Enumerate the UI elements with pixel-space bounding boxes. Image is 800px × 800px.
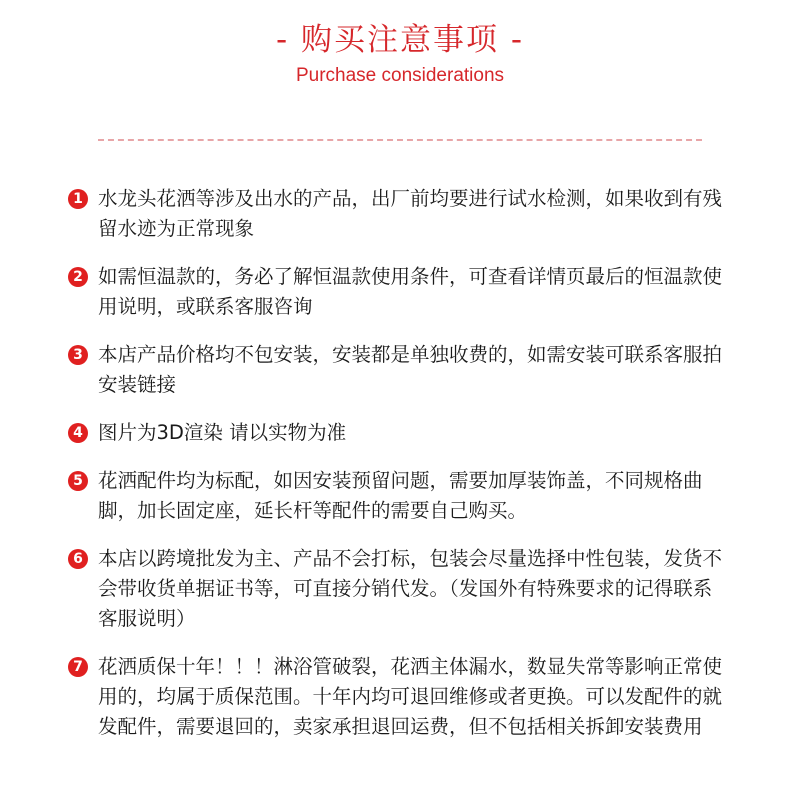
list-item-text: 本店产品价格均不包安装，安装都是单独收费的，如需安装可联系客服拍安装链接 (98, 343, 723, 396)
number-badge-icon: 3 (68, 345, 88, 365)
list-item (68, 184, 728, 244)
header (0, 18, 800, 89)
number-badge-icon: 5 (68, 471, 88, 491)
number-badge-icon: 1 (68, 189, 88, 209)
list-item (68, 262, 728, 322)
list-item (68, 544, 728, 634)
list-item (68, 418, 728, 448)
number-badge-icon: 6 (68, 549, 88, 569)
list-item (68, 652, 728, 742)
list-item-text: 图片为3D渲染 请以实物为准 (98, 421, 347, 444)
list-item-text: 如需恒温款的，务必了解恒温款使用条件，可查看详情页最后的恒温款使用说明，或联系客服咨询 (98, 265, 723, 318)
page-subtitle: Purchase considerations (295, 65, 505, 86)
dashed-divider (98, 139, 702, 141)
number-badge-icon: 2 (68, 267, 88, 287)
list-item-text: 花洒配件均为标配，如因安装预留问题，需要加厚装饰盖，不同规格曲脚，加长固定座，延长杆等配件的需要自己购买。 (98, 469, 703, 522)
list-item-text: 花洒质保十年！！！淋浴管破裂，花洒主体漏水，数显失常等影响正常使用的，均属于质保范围。十年内均可退回维修或者更换。可以发配件的就发配件，需要退回的，卖家承担退回运费，但不包括相关拆卸安装费用 (98, 655, 723, 738)
page-title: - 购买注意事项 - (275, 22, 525, 58)
list-item (68, 466, 728, 526)
considerations-list (68, 184, 728, 760)
number-badge-icon: 4 (68, 423, 88, 443)
list-item-text: 水龙头花洒等涉及出水的产品，出厂前均要进行试水检测，如果收到有残留水迹为正常现象 (98, 187, 723, 240)
number-badge-icon: 7 (68, 657, 88, 677)
list-item-text: 本店以跨境批发为主、产品不会打标，包装会尽量选择中性包装，发货不会带收货单据证书等，可直接分销代发。（发国外有特殊要求的记得联系客服说明） (98, 547, 723, 630)
list-item (68, 340, 728, 400)
